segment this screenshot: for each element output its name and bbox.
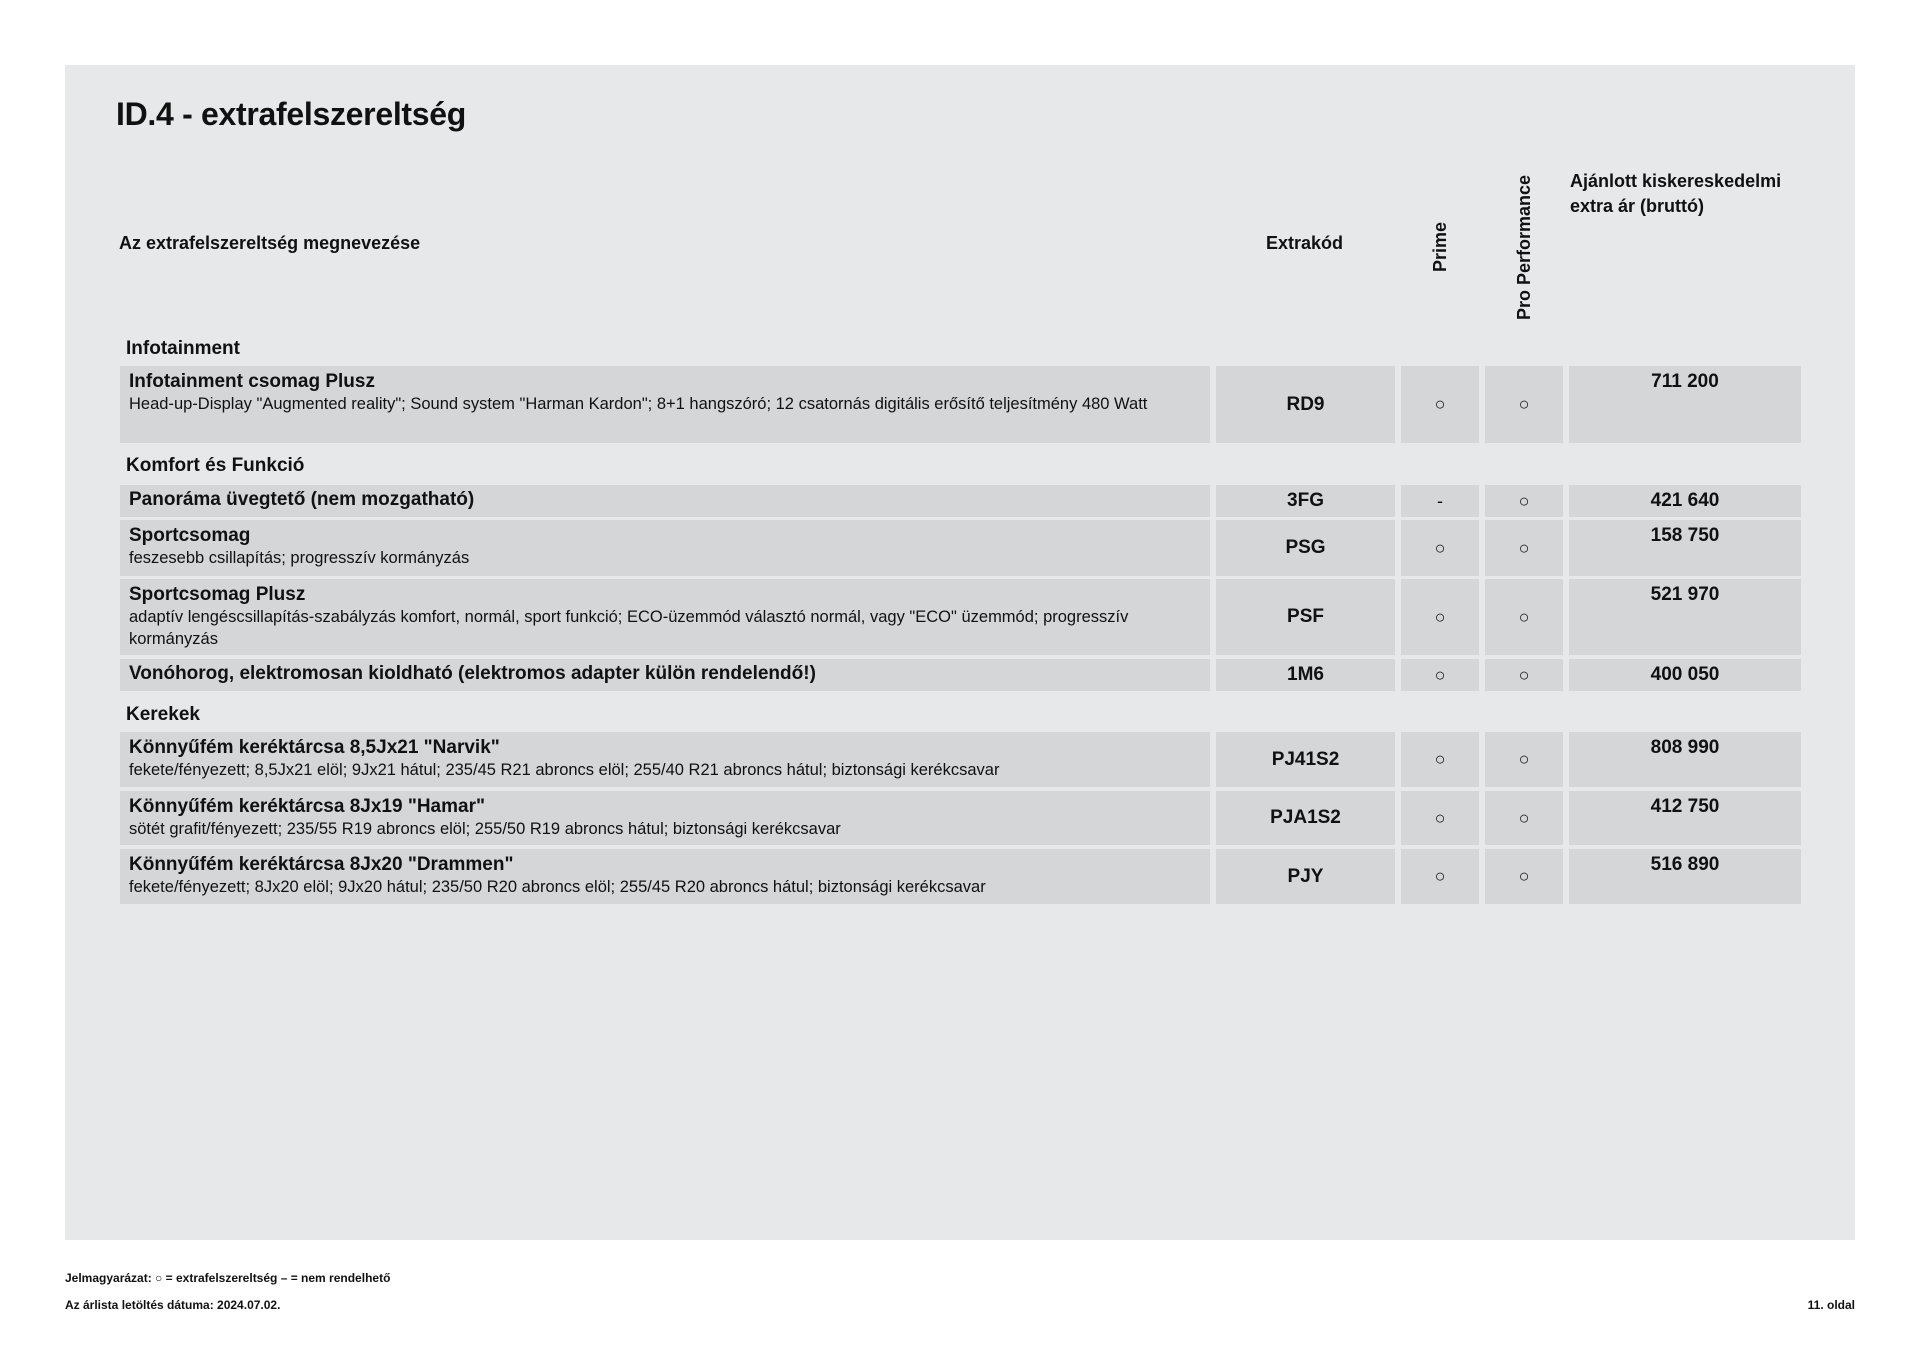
item-name-cell	[120, 485, 1210, 517]
table-row	[120, 849, 1801, 904]
item-description: sötét grafit/fényezett; 235/55 R19 abroncs elöl; 255/50 R19 abroncs hátul; biztonsági kerékcsavar	[129, 820, 841, 838]
prime-availability: ○	[1401, 579, 1479, 655]
item-name-cell	[120, 366, 1210, 443]
item-name: Infotainment csomag Plusz	[129, 371, 375, 392]
item-description: fekete/fényezett; 8,5Jx21 elöl; 9Jx21 hátul; 235/45 R21 abroncs elöl; 255/40 R21 abroncs hátul; biztonsági kerékcsavar	[129, 761, 1000, 779]
header-pro-performance: Pro Performance	[1514, 174, 1534, 320]
item-price: 421 640	[1569, 485, 1801, 517]
item-description: Head-up-Display "Augmented reality"; Sound system "Harman Kardon"; 8+1 hangszóró; 12 csatornás digitális erősítő teljesítmény 480 Watt	[129, 395, 1148, 413]
prime-availability: ○	[1401, 791, 1479, 845]
prime-availability: ○	[1401, 849, 1479, 904]
page-title: ID.4 - extrafelszereltség	[116, 96, 467, 132]
section-label: Kerekek	[126, 704, 200, 725]
item-description: feszesebb csillapítás; progresszív kormányzás	[129, 549, 470, 567]
pro-performance-availability: ○	[1485, 659, 1563, 691]
item-name-cell	[120, 849, 1210, 904]
pro-performance-availability: ○	[1485, 791, 1563, 845]
item-code: 3FG	[1216, 485, 1395, 517]
section-label: Komfort és Funkció	[126, 455, 305, 476]
item-name: Vonóhorog, elektromosan kioldható (elektromos adapter külön rendelendő!)	[129, 663, 816, 684]
table-row	[120, 732, 1801, 787]
item-code: PSG	[1216, 520, 1395, 576]
section-label: Infotainment	[126, 338, 240, 359]
item-price: 400 050	[1569, 659, 1801, 691]
item-name: Könnyűfém keréktárcsa 8,5Jx21 "Narvik"	[129, 737, 500, 758]
item-code: PSF	[1216, 579, 1395, 655]
item-name: Sportcsomag Plusz	[129, 584, 306, 605]
item-name-cell	[120, 659, 1210, 691]
table-row	[120, 366, 1801, 443]
prime-availability: -	[1401, 485, 1479, 517]
header-prime: Prime	[1430, 221, 1450, 272]
pro-performance-availability: ○	[1485, 732, 1563, 787]
page-number: 11. oldal	[1807, 1298, 1855, 1312]
item-name-cell	[120, 520, 1210, 576]
item-price: 711 200	[1569, 366, 1801, 443]
pro-performance-availability: ○	[1485, 520, 1563, 576]
item-name-cell	[120, 579, 1210, 655]
pro-performance-availability: ○	[1485, 579, 1563, 655]
item-code: PJA1S2	[1216, 791, 1395, 845]
item-price: 412 750	[1569, 791, 1801, 845]
item-name-cell	[120, 791, 1210, 845]
prime-availability: ○	[1401, 366, 1479, 443]
prime-availability: ○	[1401, 520, 1479, 576]
table-row	[120, 579, 1801, 655]
item-price: 808 990	[1569, 732, 1801, 787]
header-price	[1570, 169, 1781, 219]
download-date: Az árlista letöltés dátuma: 2024.07.02.	[65, 1298, 281, 1312]
item-description: fekete/fényezett; 8Jx20 elöl; 9Jx20 hátul; 235/50 R20 abroncs elöl; 255/45 R20 abroncs hátul; biztonsági kerékcsavar	[129, 878, 986, 896]
prime-availability: ○	[1401, 659, 1479, 691]
pro-performance-availability: ○	[1485, 485, 1563, 517]
table-row	[120, 791, 1801, 845]
item-code: 1M6	[1216, 659, 1395, 691]
legend: Jelmagyarázat: ○ = extrafelszereltség – = nem rendelhető	[65, 1271, 391, 1285]
header-name: Az extrafelszereltség megnevezése	[119, 233, 421, 253]
table-row	[120, 659, 1801, 691]
pro-performance-availability: ○	[1485, 366, 1563, 443]
item-name: Könnyűfém keréktárcsa 8Jx19 "Hamar"	[129, 796, 485, 817]
item-price: 521 970	[1569, 579, 1801, 655]
item-code: PJY	[1216, 849, 1395, 904]
item-code: PJ41S2	[1216, 732, 1395, 787]
table-row	[120, 520, 1801, 576]
table-row	[120, 485, 1801, 517]
header-price-line2: extra ár (bruttó)	[1570, 196, 1705, 216]
item-name: Könnyűfém keréktárcsa 8Jx20 "Drammen"	[129, 854, 514, 875]
prime-availability: ○	[1401, 732, 1479, 787]
header-price-line1: Ajánlott kiskereskedelmi	[1570, 171, 1782, 191]
item-price: 516 890	[1569, 849, 1801, 904]
item-name: Sportcsomag	[129, 525, 251, 546]
item-name-cell	[120, 732, 1210, 787]
item-description: adaptív lengéscsillapítás-szabályzás komfort, normál, sport funkció; ECO-üzemmód választó normál, vagy "ECO" üzemmód; progresszív kormányzás	[129, 608, 1129, 648]
item-price: 158 750	[1569, 520, 1801, 576]
header-code: Extrakód	[1266, 233, 1344, 253]
pro-performance-availability: ○	[1485, 849, 1563, 904]
item-name: Panoráma üvegtető (nem mozgatható)	[129, 489, 475, 510]
item-code: RD9	[1216, 366, 1395, 443]
